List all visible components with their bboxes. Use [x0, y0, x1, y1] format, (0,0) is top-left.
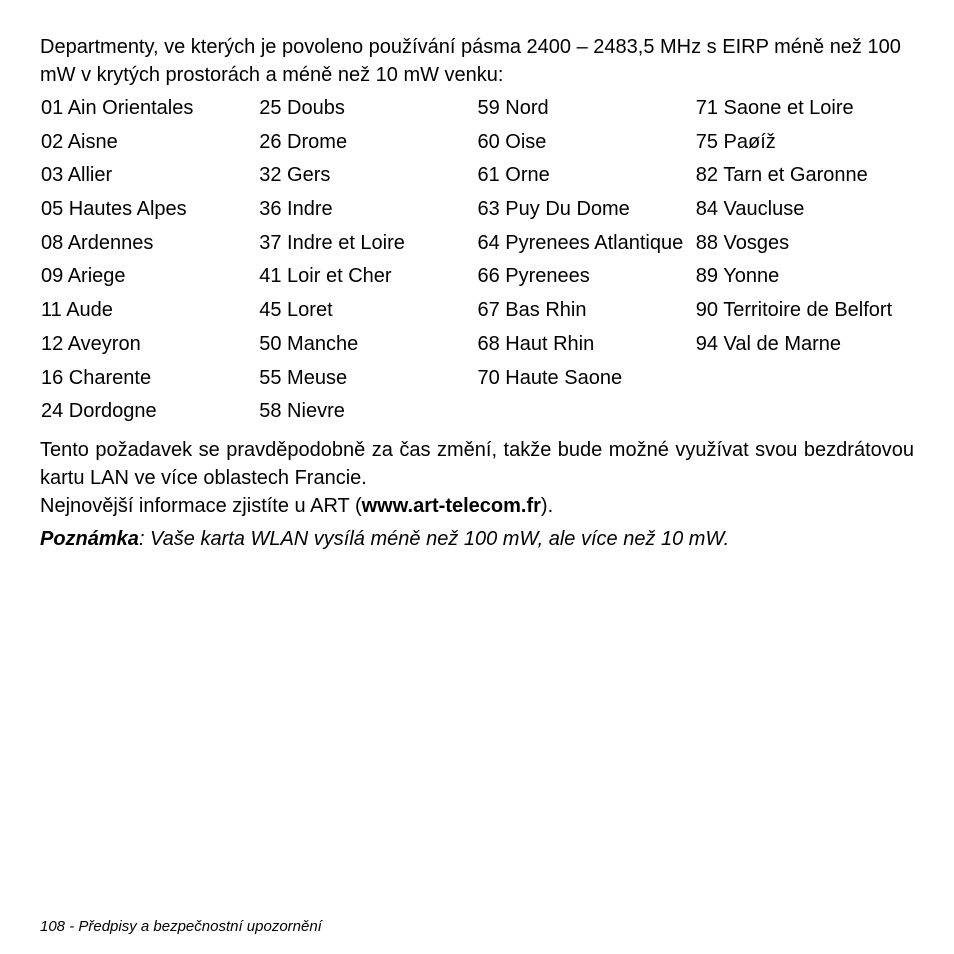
department-item: 67 Bas Rhin [477, 299, 587, 322]
department-item: 90 Territoire de Belfort [695, 299, 893, 322]
department-item: 01 Ain Orientales [41, 97, 194, 119]
departments-column-4 [696, 91, 914, 428]
department-item: 36 Indre [259, 198, 333, 221]
art-telecom-link[interactable]: www.art-telecom.fr [361, 494, 541, 517]
department-item: 11 Aude [41, 299, 113, 322]
intro-paragraph: Departmenty, ve kterých je povoleno používání pásma 2400 – 2483,5 MHz s EIRP méně než 100 mW v krytých prostorách a méně než 10 mW venku: [40, 36, 901, 86]
department-item: 68 Haut Rhin [477, 332, 595, 355]
change-notice-paragraph: Tento požadavek se pravděpodobně za čas změní, takže bude možné využívat svou bezdrátovou kartu LAN ve více oblastech Francie. [40, 438, 914, 489]
department-item: 70 Haute Saone [477, 366, 623, 389]
note-text: : Vaše karta WLAN vysílá méně než 100 mW, ale více než 10 mW. [138, 527, 730, 550]
page-footer: 108 - Předpisy a bezpečnostní upozornění [40, 918, 322, 935]
department-item: 82 Tarn et Garonne [695, 164, 868, 187]
department-item: 84 Vaucluse [695, 198, 805, 221]
department-item: 60 Oise [477, 130, 547, 153]
department-item: 63 Puy Du Dome [477, 198, 630, 221]
info-prefix: Nejnovější informace zjistíte u ART ( [40, 494, 362, 517]
department-item: 32 Gers [259, 164, 331, 187]
department-item: 50 Manche [259, 332, 359, 355]
info-suffix: ). [540, 494, 554, 517]
department-item: 37 Indre et Loire [259, 231, 405, 254]
department-item: 89 Yonne [695, 265, 780, 288]
info-paragraph [40, 492, 914, 520]
department-item: 05 Hautes Alpes [41, 198, 187, 221]
department-item: 61 Orne [477, 164, 550, 187]
department-item: 59 Nord [477, 97, 549, 119]
department-item: 09 Ariege [41, 265, 126, 288]
departments-column-2 [259, 91, 477, 428]
document-body [40, 33, 914, 553]
department-item: 16 Charente [41, 366, 152, 389]
departments-table [41, 91, 914, 428]
department-item: 94 Val de Marne [695, 332, 842, 355]
department-item: 08 Ardennes [41, 231, 154, 254]
department-item: 66 Pyrenees [477, 265, 590, 288]
department-item: 25 Doubs [259, 97, 345, 119]
note-label: Poznámka [40, 527, 139, 550]
note-paragraph [40, 525, 914, 553]
departments-column-1 [41, 91, 259, 428]
department-item: 45 Loret [259, 299, 333, 322]
department-item: 24 Dordogne [41, 400, 157, 423]
department-item: 41 Loir et Cher [259, 265, 392, 288]
department-item: 75 Paøíž [695, 130, 776, 153]
department-item: 71 Saone et Loire [695, 97, 854, 119]
departments-column-3 [478, 91, 696, 428]
department-item: 02 Aisne [41, 130, 118, 153]
department-item: 12 Aveyron [41, 332, 141, 355]
department-item: 26 Drome [259, 130, 348, 153]
department-item: 64 Pyrenees Atlantique [477, 231, 684, 254]
department-item: 58 Nievre [259, 400, 345, 423]
department-item: 55 Meuse [259, 366, 348, 389]
department-item: 88 Vosges [695, 231, 790, 254]
department-item: 03 Allier [41, 164, 113, 187]
